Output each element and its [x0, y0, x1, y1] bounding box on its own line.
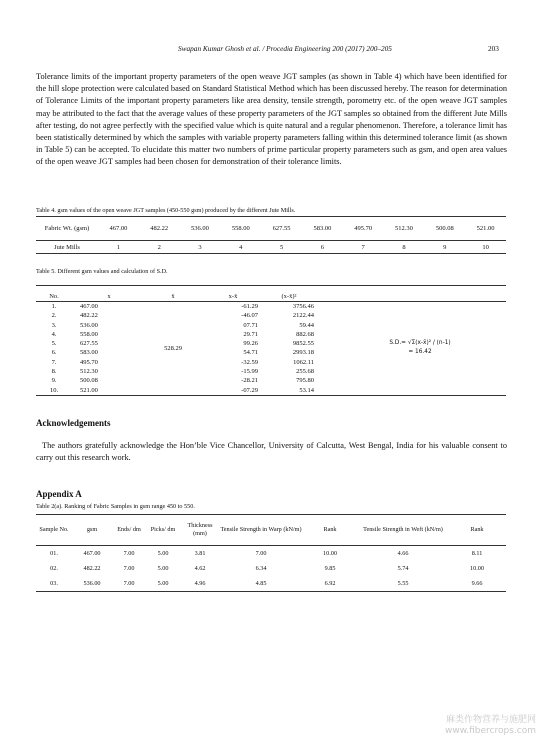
- table4-cell-weight: 583.00: [302, 217, 343, 241]
- acknowledgements-text: The authors gratefully acknowledge the Hon’ble Vice Chancellor, University of Calcutta, West Bengal, India for his valuable consent to carry out this research work.: [36, 441, 507, 463]
- appendix-col-header: Picks/ dm: [146, 515, 180, 546]
- appendix-cell: 03.: [36, 576, 72, 592]
- appendix-cell: 4.85: [220, 576, 302, 592]
- appendix-cell: 7.00: [112, 576, 146, 592]
- table4-row-mills: [36, 241, 506, 254]
- table5-cell-no: 9.: [51, 377, 57, 385]
- table4-cell-mill: 6: [302, 241, 343, 254]
- appendix-cell: 5.74: [397, 565, 409, 572]
- table5-cell-x: 482.22: [80, 312, 98, 320]
- table5-cell-dev-sq: 882.68: [296, 330, 314, 338]
- table5-cell-mean: 528.29: [138, 302, 208, 396]
- sd-value: = 16.42: [408, 349, 432, 356]
- table5-cell-x: 583.00: [80, 349, 98, 357]
- table5-col-x: x: [72, 286, 138, 302]
- appendix-cell: 9.85: [324, 565, 336, 572]
- table5-cell-x: 627.55: [80, 340, 98, 348]
- table5-col-sd: [334, 286, 506, 302]
- table5-cell-no: 4.: [51, 330, 57, 338]
- appendix-cell: 467.00: [83, 550, 101, 557]
- table5-cell-dev: 54.71: [243, 349, 258, 357]
- table5-col-no: No.: [36, 286, 72, 302]
- table4-row-weight: [36, 217, 506, 241]
- appendix-cell: 10.00: [323, 550, 337, 557]
- table5-cell-x: 521.00: [72, 386, 138, 396]
- appendix-cell: 7.00: [123, 565, 135, 572]
- table4-cell-mill: 1: [98, 241, 139, 254]
- table4-cell-weight: 627.55: [261, 217, 302, 241]
- table4-cell-weight: 536.00: [180, 217, 221, 241]
- appendix-cell: 5.55: [358, 576, 448, 592]
- table5-cell-dev-sq: 59.44: [299, 321, 314, 329]
- table4-row-label: Fabric Wt. (gsm): [36, 217, 98, 241]
- table5-cell-dev: -46.07: [241, 312, 258, 320]
- appendix-cell: 10.00: [470, 565, 484, 572]
- table5-cell-dev: -32.59: [241, 358, 258, 366]
- table-row: [36, 561, 506, 576]
- appendix-cell: 01.: [50, 550, 58, 557]
- watermark-line1: 麻类作物营养与施肥网: [445, 715, 536, 725]
- table5-cell-no: 10.: [36, 386, 72, 396]
- table5-cell-dev-sq: 9852.55: [292, 340, 314, 348]
- table5-cell-dev-sq: 1062.11: [293, 358, 314, 366]
- table5-cell-dev-sq: 53.14: [264, 386, 334, 396]
- table5-cell-x: 558.00: [80, 330, 98, 338]
- table4-cell-weight: 482.22: [139, 217, 180, 241]
- table4-row-label: Jute Mills: [36, 241, 98, 254]
- table5-cell-no: 1.: [51, 303, 57, 310]
- table4-cell-weight: 467.00: [98, 217, 139, 241]
- appendix-cell: 5.00: [157, 565, 169, 572]
- journal-citation: Swapan Kumar Ghosh et al. / Procedia Engineering 200 (2017) 200–205: [178, 44, 392, 53]
- appendix-table: [36, 514, 506, 592]
- table5-col-dev: x-x̄: [208, 286, 264, 302]
- table5-caption: Table 5. Different gsm values and calculation of S.D.: [36, 268, 168, 275]
- table5-cell-no: 7.: [51, 358, 57, 366]
- table-row: [36, 546, 506, 562]
- table4-cell-weight: 558.00: [220, 217, 261, 241]
- table5-cell-no: 8.: [51, 368, 57, 376]
- appendix-cell: 5.00: [146, 576, 180, 592]
- appendix-col-header: gsm: [72, 515, 112, 546]
- table5-header-row: [36, 286, 506, 302]
- table4-cell-mill: 5: [261, 241, 302, 254]
- appendix-col-header: Tensile Strength in Warp (kN/m): [220, 515, 302, 546]
- appendix-cell: 02.: [50, 565, 58, 572]
- table5-cell-x: 500.08: [80, 377, 98, 385]
- appendix-cell: 4.62: [194, 565, 206, 572]
- table5-cell-dev: 99.26: [243, 340, 258, 348]
- table4: [36, 216, 506, 254]
- acknowledgements-heading: Acknowledgements: [36, 418, 111, 428]
- appendix-cell: 6.34: [255, 565, 267, 572]
- table5-cell-no: 5.: [51, 340, 57, 348]
- table5-cell-dev-sq: 255.68: [296, 368, 314, 376]
- table5-col-mean: x̄: [138, 286, 208, 302]
- table5-cell-dev: 07.71: [243, 321, 258, 329]
- table5-cell-dev-sq: 795.80: [296, 377, 314, 385]
- table4-cell-mill: 10: [465, 241, 506, 254]
- watermark-line2: www.fibercrops.com: [445, 726, 536, 736]
- appendix-cell: 536.00: [72, 576, 112, 592]
- table4-cell-mill: 3: [180, 241, 221, 254]
- table4-cell-mill: 8: [384, 241, 425, 254]
- table5-cell-dev: 29.71: [243, 330, 258, 338]
- watermark: [445, 715, 536, 737]
- table4-cell-mill: 7: [343, 241, 384, 254]
- appendix-col-header: Tensile Strength in Weft (kN/m): [358, 515, 448, 546]
- appendix-col-header: Thickness (mm): [180, 515, 220, 546]
- appendix-caption: Table 2(a). Ranking of Fabric Samples in gsm range 450 to 550.: [36, 503, 195, 510]
- sd-formula: S.D.= √Σ(x-x̄)² / (n-1): [389, 340, 451, 347]
- appendix-col-header: Ends/ dm: [112, 515, 146, 546]
- appendix-cell: 482.22: [83, 565, 101, 572]
- table5-cell-x: 495.70: [80, 358, 98, 366]
- appendix-col-header: Rank: [302, 515, 358, 546]
- table4-cell-mill: 9: [424, 241, 465, 254]
- appendix-cell: 3.81: [194, 550, 206, 557]
- table4-cell-weight: 521.00: [465, 217, 506, 241]
- table5-cell-no: 3.: [51, 321, 57, 329]
- table4-caption: Table 4. gsm values of the open weave JGT samples (450-550 gsm) produced by the different Jute Mills.: [36, 207, 296, 214]
- table4-cell-weight: 495.70: [343, 217, 384, 241]
- appendix-cell: 5.00: [157, 550, 169, 557]
- table5-cell-dev-sq: 3756.46: [292, 303, 314, 310]
- table4-cell-weight: 512.30: [384, 217, 425, 241]
- table4-cell-mill: 4: [220, 241, 261, 254]
- table5-cell-dev-sq: 2122.44: [292, 312, 314, 320]
- table5-cell-dev: -07.29: [208, 386, 264, 396]
- table5-cell-no: 2.: [51, 312, 57, 320]
- appendix-cell: 7.00: [123, 550, 135, 557]
- appendix-heading: Appendix A: [36, 489, 82, 499]
- table5-cell-x: 536.00: [80, 321, 98, 329]
- table5-cell-dev: -28.21: [241, 377, 258, 385]
- table5: [36, 285, 506, 396]
- intro-paragraph: Tolerance limits of the important property parameters of the open weave JGT samples (as shown in Table 4) which have been identified for the hill slope protection were calculated based on Standard Statistical Method which has been discussed hereby. The reason for determination of Tolerance Limits of the important property parameters like area density, tensile strength, porometry etc. of the open weave JGT samples may be attributed to the fact that the average values of these property parameters of the JGT samples so obtained from the different Jute Mills after testing, do not agree perfectly with the specified value which is quite natural and a regular phenomenon. Therefore, a tolerance limit has been statistically determined by which the samples with variable property parameters falling within this determined tolerance limit (as shown in Table 5) can be accepted. To elucidate this matter two numbers of prime particular property parameters such as gsm, and open area values of the open weave JGT samples had been chosen for demonstration of their tolerance limits.: [36, 72, 507, 167]
- table4-cell-mill: 2: [139, 241, 180, 254]
- appendix-cell: 7.00: [255, 550, 267, 557]
- table5-col-dev-sq: (x-x̄)²: [264, 286, 334, 302]
- table-row: [36, 576, 506, 592]
- table5-cell-no: 6.: [51, 349, 57, 357]
- appendix-cell: 4.96: [180, 576, 220, 592]
- appendix-cell: 9.66: [448, 576, 506, 592]
- appendix-cell: 6.92: [302, 576, 358, 592]
- table5-cell-dev: -61.29: [241, 303, 258, 310]
- appendix-header-row: [36, 515, 506, 546]
- table5-sd-result: [334, 302, 506, 396]
- table5-cell-x: 467.00: [80, 303, 98, 310]
- appendix-cell: 4.66: [397, 550, 409, 557]
- page-number: 203: [488, 44, 499, 53]
- appendix-cell: 8.11: [471, 550, 483, 557]
- appendix-col-header: Rank: [448, 515, 506, 546]
- appendix-col-header: Sample No.: [36, 515, 72, 546]
- table4-cell-weight: 500.08: [424, 217, 465, 241]
- table5-cell-x: 512.30: [80, 368, 98, 376]
- table-row: [36, 302, 506, 312]
- table5-cell-dev-sq: 2993.18: [292, 349, 314, 357]
- table5-cell-dev: -15.99: [241, 368, 258, 376]
